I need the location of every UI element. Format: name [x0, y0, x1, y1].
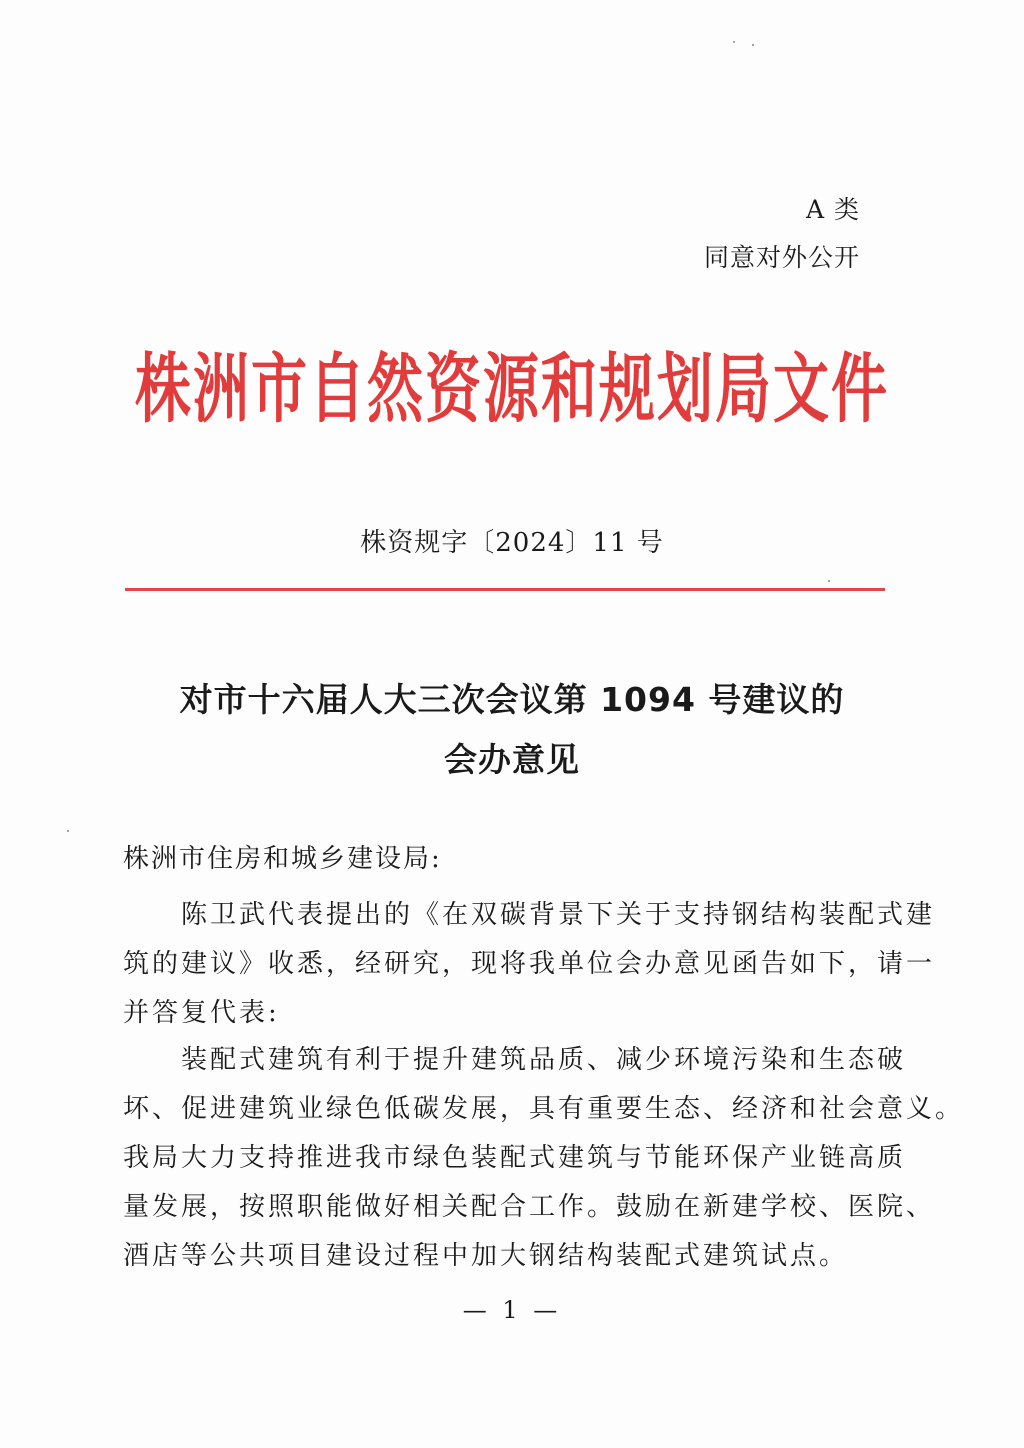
disclosure-label: 同意对外公开	[703, 243, 860, 272]
classification-block	[704, 186, 860, 282]
title-line-1: 对市十六届人大三次会议第 1094 号建议的	[179, 680, 845, 719]
document-title	[0, 670, 1024, 790]
paragraph-1	[123, 891, 936, 1038]
red-separator-rule	[125, 588, 885, 591]
scan-speck	[733, 41, 735, 43]
category-label: A 类	[805, 195, 860, 224]
scan-speck	[828, 580, 830, 582]
paragraph-1-line: 并答复代表:	[123, 998, 280, 1028]
paragraph-2-line: 酒店等公共项目建设过程中加大钢结构装配式建筑试点。	[123, 1241, 849, 1271]
paragraph-2-line: 坏、促进建筑业绿色低碳发展，具有重要生态、经济和社会意义。	[123, 1094, 965, 1124]
paragraph-1-line: 陈卫武代表提出的《在双碳背景下关于支持钢结构装配式建	[181, 900, 936, 930]
paragraph-2-line: 装配式建筑有利于提升建筑品质、减少环境污染和生态破	[181, 1045, 907, 1075]
page-number: — 1 —	[462, 1296, 562, 1324]
scan-speck	[67, 830, 69, 832]
paragraph-1-line: 筑的建议》收悉，经研究，现将我单位会办意见函告如下，请一	[123, 949, 936, 979]
paragraph-2-line: 我局大力支持推进我市绿色装配式建筑与节能环保产业链高质	[123, 1143, 907, 1173]
title-line-2: 会办意见	[444, 740, 580, 779]
document-number: 株资规字〔2024〕11 号	[360, 528, 664, 558]
paragraph-2	[123, 1036, 965, 1281]
issuer-header-title: 株洲市自然资源和规划局文件	[135, 346, 889, 434]
salutation: 株洲市住房和城乡建设局:	[123, 844, 442, 874]
paragraph-2-line: 量发展，按照职能做好相关配合工作。鼓励在新建学校、医院、	[123, 1192, 936, 1222]
scan-speck	[752, 44, 754, 46]
